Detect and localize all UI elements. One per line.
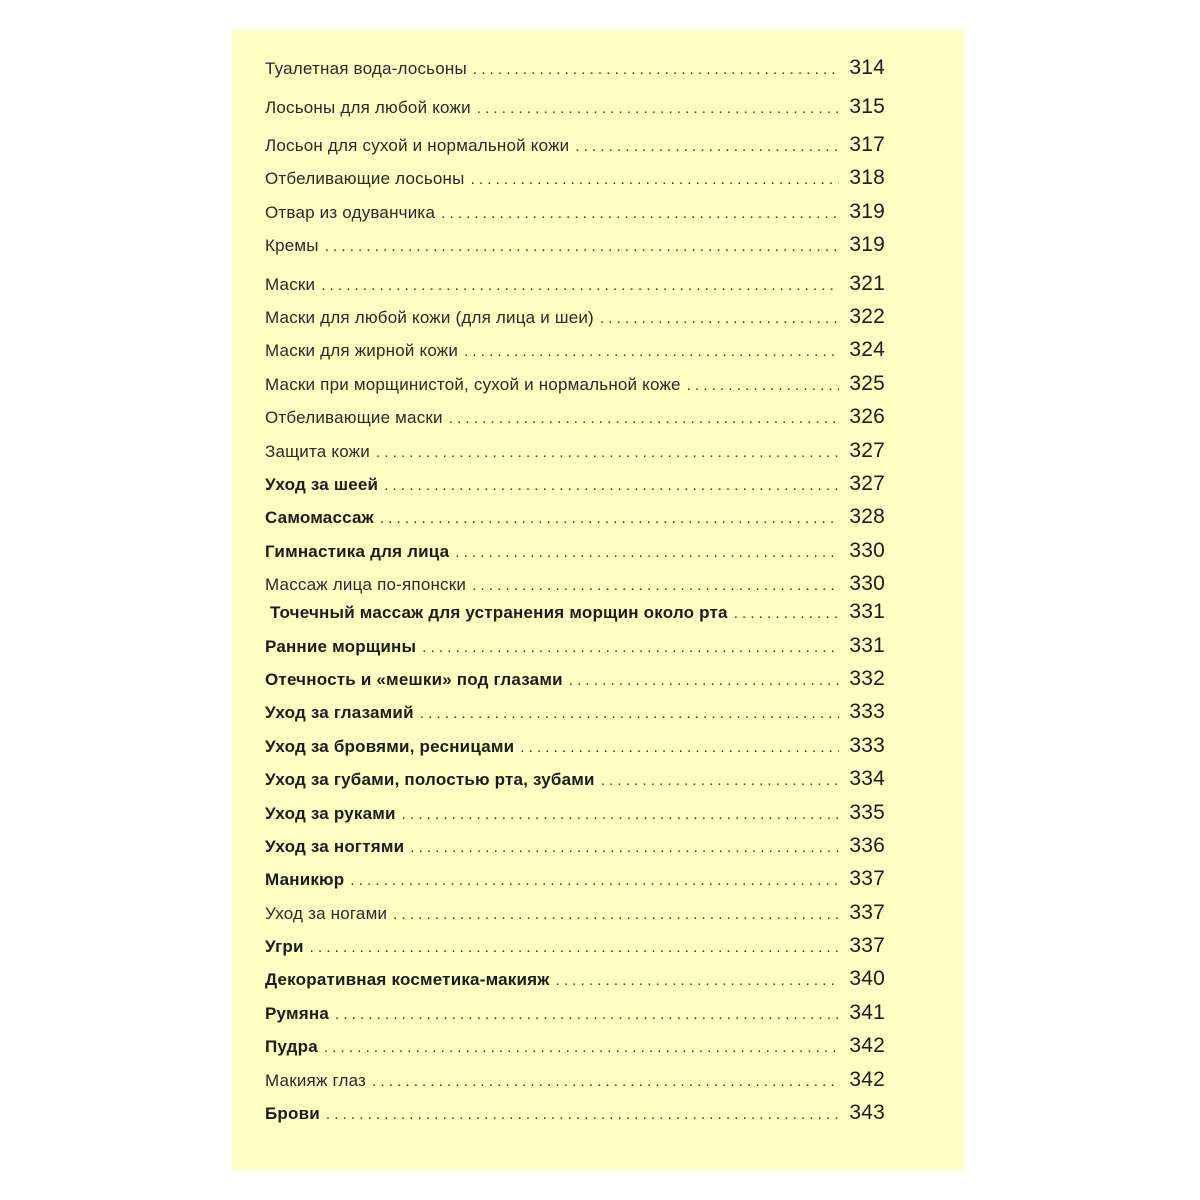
- toc-entry: [265, 901, 885, 934]
- toc-entry: [265, 834, 885, 867]
- toc-entry: [265, 1101, 885, 1134]
- dot-leader: [458, 343, 839, 360]
- dot-leader: [304, 939, 839, 956]
- entry-title: Румяна: [265, 1003, 329, 1023]
- dot-leader: [466, 577, 839, 594]
- entry-page-number: 333: [849, 700, 885, 724]
- entry-title: Отечность и «мешки» под глазами: [265, 669, 563, 689]
- dot-leader: [449, 544, 839, 561]
- entry-title: Лосьоны для любой кожи: [265, 97, 471, 117]
- toc-entry: [265, 95, 885, 134]
- entry-page-number: 315: [849, 94, 885, 118]
- dot-leader: [366, 1073, 839, 1090]
- table-of-contents: [265, 56, 885, 1134]
- toc-entry: [265, 166, 885, 199]
- dot-leader: [320, 1106, 839, 1123]
- toc-entry: [265, 272, 885, 305]
- entry-page-number: 337: [849, 900, 885, 924]
- dot-leader: [595, 772, 839, 789]
- entry-page-number: 330: [849, 572, 885, 596]
- dot-leader: [467, 61, 839, 78]
- entry-page-number: 341: [849, 1000, 885, 1024]
- entry-page-number: 342: [849, 1067, 885, 1091]
- dot-leader: [318, 1039, 839, 1056]
- entry-page-number: 321: [849, 271, 885, 295]
- dot-leader: [443, 410, 839, 427]
- entry-title: Точечный массаж для устранения морщин около рта: [270, 603, 728, 623]
- toc-entry: [265, 505, 885, 538]
- toc-entry: [265, 338, 885, 371]
- entry-title: Пудра: [265, 1037, 318, 1057]
- entry-title: Уход за глазамий: [265, 703, 414, 723]
- dot-leader: [563, 672, 839, 689]
- toc-entry: [265, 472, 885, 505]
- dot-leader: [414, 705, 839, 722]
- entry-title: Массаж лица по-японски: [265, 575, 467, 595]
- entry-page-number: 317: [849, 133, 885, 156]
- entry-page-number: 330: [849, 538, 885, 562]
- entry-title: Уход за руками: [265, 803, 396, 823]
- entry-title: Уход за шеей: [265, 475, 379, 495]
- toc-entry: [265, 934, 885, 967]
- toc-entry: [265, 634, 885, 667]
- entry-page-number: 337: [849, 867, 885, 891]
- dot-leader: [465, 171, 839, 188]
- toc-entry: [265, 305, 885, 338]
- entry-title: Маски при морщинистой, сухой и нормальной коже: [265, 374, 681, 394]
- dot-leader: [329, 1006, 839, 1023]
- entry-title: Маски для любой кожи (для лица и шеи): [265, 308, 594, 328]
- toc-entry: [265, 372, 885, 405]
- entry-page-number: 342: [849, 1034, 885, 1058]
- entry-title: Гимнастика для лица: [265, 541, 450, 561]
- entry-page-number: 327: [849, 438, 885, 462]
- toc-entry: [265, 1034, 885, 1067]
- dot-leader: [569, 138, 839, 155]
- entry-title: Защита кожи: [265, 441, 370, 461]
- entry-page-number: 314: [849, 56, 885, 79]
- entry-page-number: 335: [849, 800, 885, 824]
- dot-leader: [387, 906, 839, 923]
- entry-page-number: 322: [849, 305, 885, 329]
- dot-leader: [370, 444, 839, 461]
- toc-entry: [265, 667, 885, 700]
- entry-page-number: 319: [849, 199, 885, 223]
- entry-title: Декоративная косметика-макияж: [265, 970, 550, 990]
- dot-leader: [594, 310, 839, 327]
- dot-leader: [396, 806, 839, 823]
- entry-page-number: 319: [849, 233, 885, 257]
- dot-leader: [315, 277, 839, 294]
- entry-title: Маски для жирной кожи: [265, 341, 459, 361]
- toc-entry: [265, 200, 885, 233]
- entry-title: Уход за ногтями: [265, 836, 405, 856]
- entry-page-number: 334: [849, 767, 885, 791]
- entry-title: Отбеливающие маски: [265, 408, 443, 428]
- toc-entry: [265, 572, 885, 600]
- entry-title: Ранние морщины: [265, 636, 417, 656]
- toc-entry: [265, 233, 885, 272]
- entry-title: Маникюр: [265, 870, 345, 890]
- dot-leader: [344, 872, 839, 889]
- dot-leader: [404, 839, 839, 856]
- entry-title: Уход за бровями, ресницами: [265, 736, 515, 756]
- entry-page-number: 333: [849, 733, 885, 757]
- entry-title: Брови: [265, 1104, 320, 1124]
- toc-entry: [265, 539, 885, 572]
- entry-page-number: 328: [849, 505, 885, 529]
- toc-entry: [265, 767, 885, 800]
- toc-entry: [265, 1001, 885, 1034]
- toc-entry: [265, 700, 885, 733]
- dot-leader: [319, 238, 839, 255]
- entry-page-number: 337: [849, 934, 885, 958]
- entry-page-number: 331: [849, 600, 885, 624]
- entry-title: Лосьон для сухой и нормальной кожи: [265, 136, 570, 155]
- dot-leader: [416, 639, 839, 656]
- toc-entry: [265, 801, 885, 834]
- entry-page-number: 331: [849, 633, 885, 657]
- toc-entry: [265, 56, 885, 95]
- entry-title: Туалетная вода-лосьоны: [265, 59, 467, 78]
- toc-entry: [265, 133, 885, 166]
- entry-title: Кремы: [265, 236, 319, 256]
- dot-leader: [681, 377, 839, 394]
- toc-entry: [265, 1068, 885, 1101]
- entry-page-number: 325: [849, 371, 885, 395]
- entry-title: Макияж глаз: [265, 1070, 367, 1090]
- toc-entry: [265, 439, 885, 472]
- entry-page-number: 326: [849, 405, 885, 429]
- toc-entry: [265, 734, 885, 767]
- dot-leader: [550, 972, 839, 989]
- entry-title: Уход за ногами: [265, 903, 388, 923]
- book-page: [232, 30, 964, 1170]
- dot-leader: [378, 477, 839, 494]
- entry-title: Самомассаж: [265, 508, 374, 528]
- toc-entry: [265, 405, 885, 438]
- entry-page-number: 332: [849, 666, 885, 690]
- toc-entry: [265, 967, 885, 1000]
- dot-leader: [728, 605, 839, 622]
- entry-page-number: 324: [849, 338, 885, 362]
- dot-leader: [374, 510, 839, 527]
- dot-leader: [435, 205, 839, 222]
- dot-leader: [514, 739, 839, 756]
- entry-title: Отвар из одуванчика: [265, 202, 436, 222]
- entry-page-number: 343: [849, 1101, 885, 1125]
- entry-page-number: 336: [849, 833, 885, 857]
- entry-title: Угри: [265, 937, 304, 957]
- entry-title: Отбеливающие лосьоны: [265, 169, 465, 189]
- dot-leader: [471, 100, 839, 117]
- entry-page-number: 318: [849, 166, 885, 190]
- entry-title: Маски: [265, 274, 316, 294]
- entry-page-number: 327: [849, 472, 885, 496]
- toc-entry: [265, 600, 885, 633]
- toc-entry: [265, 867, 885, 900]
- entry-title: Уход за губами, полостью рта, зубами: [265, 770, 595, 790]
- entry-page-number: 340: [849, 967, 885, 991]
